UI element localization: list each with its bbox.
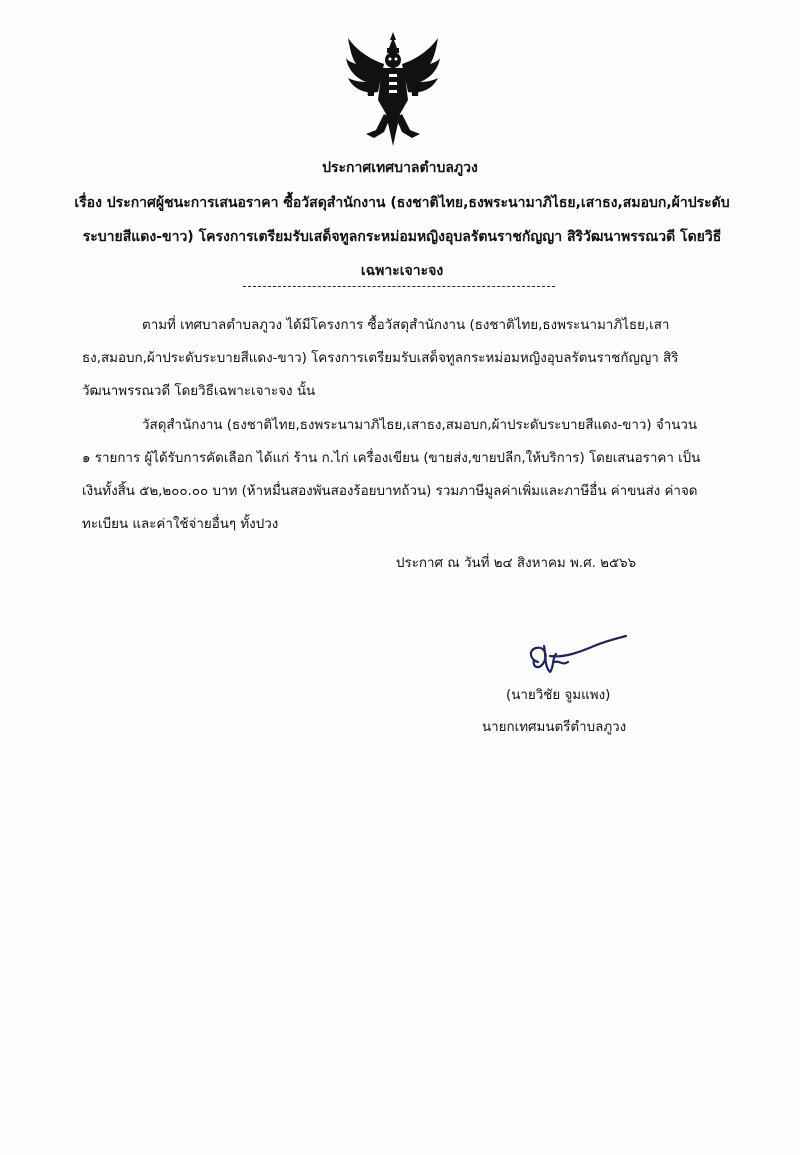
- handwritten-signature-icon: [524, 632, 628, 682]
- garuda-emblem-icon: [344, 30, 442, 148]
- body-paragraph-2-text: วัสดุสำนักงาน (ธงชาติไทย,ธงพระนามาภิไธย,เสาธง,สมอบก,ผ้าประดับระบายสีแดง-ขาว) จำนวน ๑ รายการ ผู้ได้รับการคัดเลือก ได้แก่ ร้าน ก.ไก่ เครื่องเขียน (ขายส่ง,ขายปลีก,ให้บริการ) โดยเสนอราคา เป็นเงินทั้งสิ้น ๕๒,๒๐๐.๐๐ บาท (ห้าหมื่นสองพันสองร้อยบาทถ้วน) รวมภาษีมูลค่าเพิ่มและภาษีอื่น ค่าขนส่ง ค่าจดทะเบียน และค่าใช้จ่ายอื่นๆ ทั้งปวง: [82, 418, 701, 532]
- signer-name: (นายวิชัย จูมแพง): [506, 688, 611, 703]
- document-title: ประกาศเทศบาลตำบลภูวง: [322, 160, 478, 176]
- signer-title: นายกเทศมนตรีตำบลภูวง: [482, 720, 627, 735]
- body-paragraph-1: [82, 309, 708, 408]
- document-subject: เรื่อง ประกาศผู้ชนะการเสนอราคา ซื้อวัสดุสำนักงาน (ธงชาติไทย,ธงพระนามาภิไธย,เสาธง,สมอบก,ผ้าประดับระบายสีแดง-ขาว) โครงการเตรียมรับเสด็จทูลกระหม่อมหญิงอุบลรัตนราชกัญญา สิริวัฒนาพรรณวดี โดยวิธีเฉพาะเจาะจง: [74, 195, 730, 279]
- body-paragraph-2: [82, 409, 708, 541]
- body-paragraph-1-text: ตามที่ เทศบาลตำบลภูวง ได้มีโครงการ ซื้อวัสดุสำนักงาน (ธงชาติไทย,ธงพระนามาภิไธย,เสาธง,สมอบก,ผ้าประดับระบายสีแดง-ขาว) โครงการเตรียมรับเสด็จทูลกระหม่อมหญิงอุบลรัตนราชกัญญา สิริวัฒนาพรรณวดี โดยวิธีเฉพาะเจาะจง นั้น: [82, 318, 679, 399]
- announce-date: ประกาศ ณ วันที่ ๒๔ สิงหาคม พ.ศ. ๒๕๖๖: [396, 556, 637, 571]
- separator-line: [243, 286, 555, 287]
